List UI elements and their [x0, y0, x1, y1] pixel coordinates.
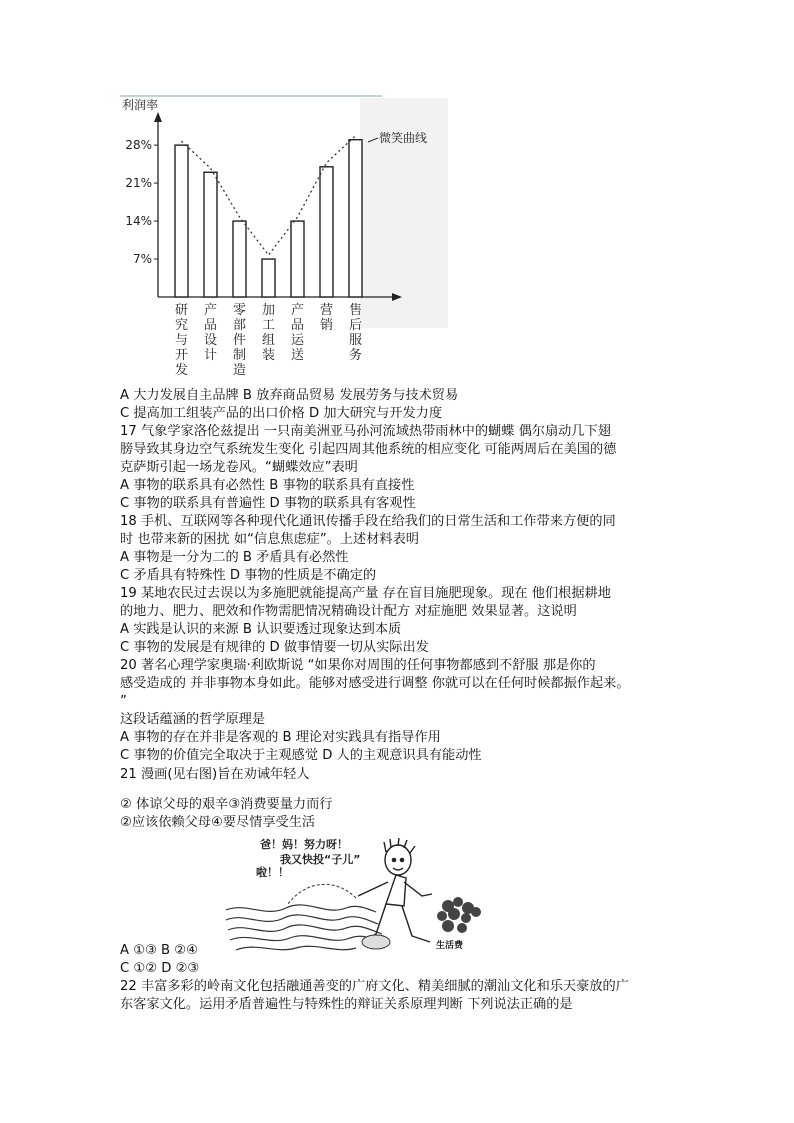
q20-option-1: A 事物的存在并非是客观的 B 理论对实践具有指导作用 — [120, 730, 441, 745]
bar-3 — [262, 259, 275, 297]
x-category-label: 产 — [290, 303, 305, 318]
q17-stem-2: 膀导致其身边空气系统发生变化 引起四周其他系统的相应变化 可能两周后在美国的德 — [120, 442, 617, 457]
q18-option-1: A 事物是一分为二的 B 矛盾具有必然性 — [120, 550, 349, 565]
cartoon-illustration — [226, 838, 492, 954]
smile-curve-chart — [120, 92, 450, 388]
y-tick-label: 21% — [125, 176, 152, 191]
bar-5 — [320, 167, 333, 297]
x-category-label: 品 — [203, 318, 218, 333]
y-tick-label: 7% — [132, 252, 152, 267]
x-category-label: 研 — [174, 303, 189, 318]
cartoon-caption-line-2: 我又快投“子儿” — [280, 853, 361, 866]
y-tick-label: 14% — [125, 214, 152, 229]
x-category-label: 服 — [348, 333, 363, 348]
q19-stem-2: 的地力、肥力、肥效和作物需肥情况精确设计配方 对症施肥 效果显著。这说明 — [120, 604, 577, 619]
x-category-label: 运 — [290, 333, 305, 348]
q21-item-2: ②应该依赖父母④要尽情享受生活 — [120, 815, 316, 830]
q20-stem-2: 感受造成的 并非事物本身如此。能够对感受进行调整 你就可以在任何时候都振作起来。 — [120, 676, 630, 691]
x-category-label: 品 — [290, 318, 305, 333]
q19-stem-1: 19 某地农民过去误以为多施肥就能提高产量 存在盲目施肥现象。现在 他们根据耕地 — [120, 586, 611, 601]
q20-stem-4: 这段话蕴涵的哲学原理是 — [120, 712, 266, 727]
x-category-label: 制 — [232, 348, 247, 363]
cartoon-caption-line-1: 爸！妈！努力呀！ — [260, 838, 348, 851]
cartoon-young-man — [358, 838, 432, 942]
x-category-label: 计 — [203, 348, 218, 363]
x-category-label: 产 — [203, 303, 218, 318]
q16-option-line-1: A 大力发展自主品牌 B 放弃商品贸易 发展劳务与技术贸易 — [120, 388, 459, 403]
x-category-label: 究 — [174, 318, 189, 333]
cartoon-rock — [362, 935, 390, 949]
x-category-label: 开 — [174, 348, 189, 363]
q17-stem-3: 克萨斯引起一场龙卷风。“蝴蝶效应”表明 — [120, 460, 358, 475]
x-category-label: 加 — [261, 303, 276, 318]
bar-2 — [233, 221, 246, 297]
x-category-label: 务 — [348, 348, 363, 363]
q17-stem-1: 17 气象学家洛伦兹提出 一只南美洲亚马孙河流域热带雨林中的蝴蝶 偶尔扇动几下翅 — [120, 424, 611, 439]
x-category-label: 装 — [261, 348, 276, 363]
q17-option-2: C 事物的联系具有普遍性 D 事物的联系具有客观性 — [120, 496, 416, 511]
cartoon-throw-arc — [288, 884, 356, 904]
x-category-label: 售 — [348, 303, 363, 318]
x-category-label: 送 — [290, 348, 305, 363]
bar-0 — [175, 145, 188, 297]
q17-option-1: A 事物的联系具有必然性 B 事物的联系具有直接性 — [120, 478, 415, 493]
q21-option-1: A ①③ B ②④ — [120, 943, 198, 958]
q19-option-1: A 实践是认识的来源 B 认识要透过现象达到本质 — [120, 622, 402, 637]
x-category-label: 组 — [261, 333, 276, 348]
y-tick-label: 28% — [125, 138, 152, 153]
x-category-label: 零 — [232, 303, 247, 318]
q19-option-2: C 事物的发展是有规律的 D 做事情要一切从实际出发 — [120, 640, 429, 655]
x-category-label: 后 — [348, 318, 363, 333]
q18-option-2: C 矛盾具有特殊性 D 事物的性质是不确定的 — [120, 568, 377, 583]
x-category-label: 与 — [174, 333, 189, 348]
curve-label: 微笑曲线 — [379, 131, 428, 145]
x-category-label: 营 — [319, 303, 334, 318]
x-category-label: 工 — [261, 318, 276, 333]
q16-option-line-2: C 提高加工组装产品的出口价格 D 加大研究与开发力度 — [120, 406, 443, 421]
x-category-label: 发 — [174, 363, 189, 378]
q22-stem-2: 东客家文化。运用矛盾普遍性与特殊性的辩证关系原理判断 下列说法正确的是 — [120, 997, 573, 1012]
q22-stem-1: 22 丰富多彩的岭南文化包括融通善变的广府文化、精美细腻的潮汕文化和乐天豪放的广 — [120, 979, 629, 994]
y-axis-arrow — [154, 112, 162, 122]
q18-stem-2: 时 也带来新的困扰 如“信息焦虑症”。上述材料表明 — [120, 532, 419, 547]
x-category-label: 设 — [203, 333, 218, 348]
cartoon-caption — [256, 838, 360, 879]
x-category-label: 件 — [232, 333, 247, 348]
cartoon-money-label: 生活费 — [436, 941, 464, 951]
q18-stem-1: 18 手机、互联网等各种现代化通讯传播手段在给我们的日常生活和工作带来方便的同 — [120, 514, 616, 529]
q20-stem-1: 20 著名心理学家奥瑞·利欧斯说 “如果你对周围的任何事物都感到不舒服 那是你的 — [120, 658, 596, 673]
cartoon-caption-line-3: 啦！！ — [256, 866, 289, 879]
q20-stem-3: ” — [120, 694, 127, 709]
q20-option-2: C 事物的价值完全取决于主观感觉 D 人的主观意识具有能动性 — [120, 748, 482, 763]
y-axis-label: 利润率 — [122, 98, 159, 112]
q21-option-2: C ①② D ②③ — [120, 961, 200, 976]
x-category-label: 造 — [232, 363, 247, 378]
bar-4 — [291, 221, 304, 297]
x-category-label: 销 — [319, 318, 334, 333]
x-category-label: 部 — [232, 318, 247, 333]
q21-item-1: ② 体谅父母的艰辛③消费要量力而行 — [120, 797, 333, 812]
q21-stem-1: 21 漫画(见右图)旨在劝诫年轻人 — [120, 767, 310, 782]
bar-6 — [349, 140, 362, 297]
bar-1 — [204, 172, 217, 297]
cartoon-money-pile — [437, 897, 481, 933]
